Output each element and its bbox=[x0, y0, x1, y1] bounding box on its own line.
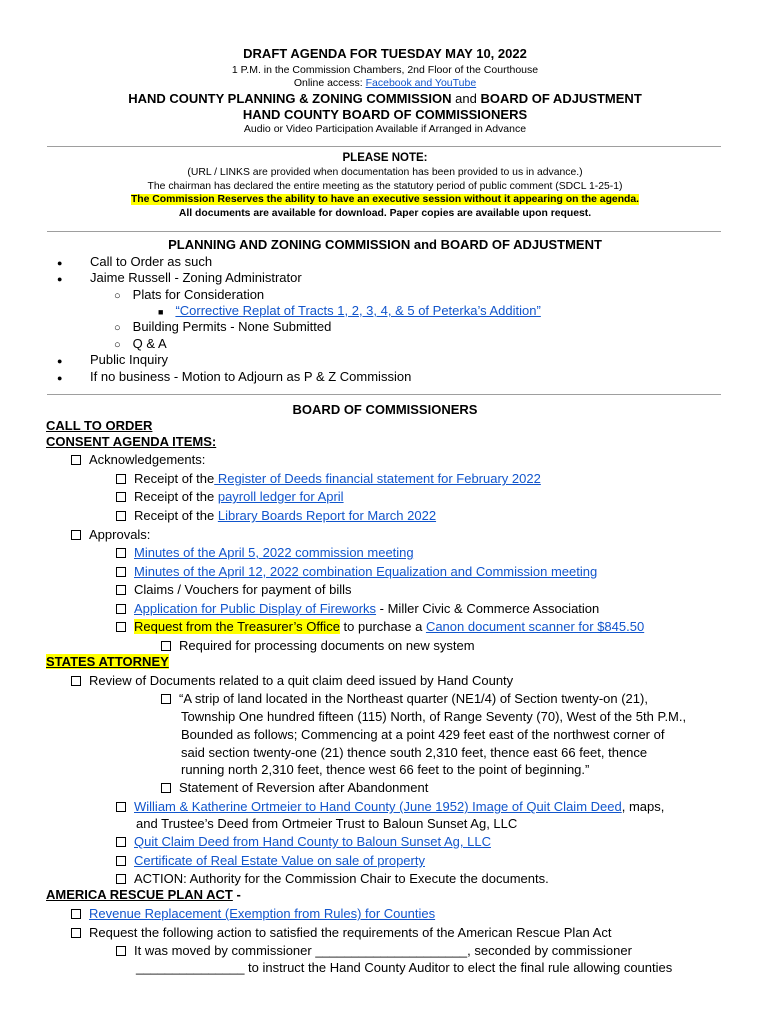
checkbox[interactable] bbox=[116, 802, 126, 812]
treasurer-request-text: Request from the Treasurer’s Office bbox=[134, 619, 340, 634]
acknowledgements-item bbox=[71, 452, 205, 467]
motion-line-2: _______________ to instruct the Hand County Auditor to elect the final rule allowing counties bbox=[136, 960, 673, 975]
certificate-item bbox=[116, 853, 425, 868]
arpa-title: AMERICA RESCUE PLAN ACT bbox=[46, 887, 233, 902]
ortmeier-deed-link[interactable]: William & Katherine Ortmeier to Hand County (June 1952) Image of Quit Claim Deed bbox=[134, 799, 622, 814]
library-report-link[interactable]: Library Boards Report for March 2022 bbox=[217, 508, 437, 523]
action-label: ACTION: Authority for the Commission Chair to Execute the documents. bbox=[134, 871, 549, 886]
org-line-1 bbox=[0, 91, 770, 106]
approvals-item bbox=[71, 527, 150, 542]
online-access bbox=[0, 77, 770, 89]
approval-item bbox=[116, 619, 644, 634]
payroll-ledger-link[interactable]: payroll ledger for April bbox=[217, 489, 344, 504]
checkbox[interactable] bbox=[116, 622, 126, 632]
receipt-item bbox=[116, 471, 541, 486]
bullet-icon: ● bbox=[57, 356, 63, 366]
corrective-replat-link[interactable]: “Corrective Replat of Tracts 1, 2, 3, 4, & 5 of Peterka’s Addition” bbox=[175, 303, 541, 318]
revenue-replacement-link[interactable]: Revenue Replacement (Exemption from Rules) for Counties bbox=[89, 906, 436, 921]
org-boa: BOARD OF ADJUSTMENT bbox=[480, 91, 642, 106]
pz-item-label: Call to Order as such bbox=[90, 254, 213, 269]
reversion-item bbox=[161, 780, 428, 795]
bullet-icon: ● bbox=[57, 373, 63, 383]
online-access-link[interactable]: Facebook and YouTube bbox=[365, 77, 477, 89]
review-label: Review of Documents related to a quit claim deed issued by Hand County bbox=[89, 673, 514, 688]
ortmeier-continuation: and Trustee’s Deed from Ortmeier Trust to Baloun Sunset Ag, LLC bbox=[136, 816, 518, 831]
minutes-april-5-link[interactable]: Minutes of the April 5, 2022 commission meeting bbox=[134, 545, 414, 560]
checkbox[interactable] bbox=[116, 585, 126, 595]
org-and: and bbox=[451, 91, 481, 106]
pz-item-label: Jaime Russell - Zoning Administrator bbox=[90, 270, 302, 285]
square-bullet-icon: ■ bbox=[158, 307, 164, 317]
divider bbox=[47, 394, 721, 395]
checkbox[interactable] bbox=[116, 492, 126, 502]
checkbox[interactable] bbox=[116, 946, 126, 956]
qcd-item bbox=[116, 834, 491, 849]
approval-subitem bbox=[161, 638, 475, 653]
meeting-location: 1 P.M. in the Commission Chambers, 2nd Floor of the Courthouse bbox=[231, 64, 539, 76]
approval-item bbox=[116, 564, 597, 579]
revenue-replacement-item bbox=[71, 906, 435, 921]
approval-item bbox=[116, 545, 414, 560]
divider bbox=[47, 231, 721, 232]
call-to-order-heading: CALL TO ORDER bbox=[46, 418, 153, 433]
pz-item-label: Public Inquiry bbox=[90, 352, 169, 367]
checkbox[interactable] bbox=[71, 455, 81, 465]
arpa-heading bbox=[46, 887, 241, 902]
approvals-label: Approvals: bbox=[89, 527, 151, 542]
checkbox[interactable] bbox=[71, 530, 81, 540]
pz-item-call-to-order bbox=[57, 254, 212, 269]
quit-claim-deed-link[interactable]: Quit Claim Deed from Hand County to Baloun Sunset Ag, LLC bbox=[134, 834, 491, 849]
approval-item bbox=[116, 582, 351, 597]
org-pz: HAND COUNTY PLANNING & ZONING COMMISSION bbox=[128, 91, 452, 106]
legal-desc-line: said section twenty-one (21) thence south 2,310 feet, thence east 66 feet, thence bbox=[181, 745, 648, 760]
pz-subitem-label: Building Permits - None Submitted bbox=[132, 319, 332, 334]
pz-item-public-inquiry bbox=[57, 352, 168, 367]
receipt-prefix: Receipt of the bbox=[134, 471, 215, 486]
scanner-link[interactable]: Canon document scanner for $845.50 bbox=[425, 619, 645, 634]
pz-subitem-qa bbox=[114, 336, 167, 351]
checkbox[interactable] bbox=[71, 676, 81, 686]
review-item bbox=[71, 673, 513, 688]
divider bbox=[47, 146, 721, 147]
claims-label: Claims / Vouchers for payment of bills bbox=[134, 582, 352, 597]
note-line-2: The chairman has declared the entire meeting as the statutory period of public comment (SDCL 1-25-1) bbox=[147, 181, 623, 192]
agenda-title: DRAFT AGENDA FOR TUESDAY MAY 10, 2022 bbox=[243, 46, 527, 61]
checkbox[interactable] bbox=[116, 474, 126, 484]
action-item bbox=[116, 871, 549, 886]
consent-agenda-heading: CONSENT AGENDA ITEMS: bbox=[46, 434, 217, 449]
arpa-request-item bbox=[71, 925, 611, 940]
pz-subitem-label: Q & A bbox=[132, 336, 167, 351]
checkbox[interactable] bbox=[161, 694, 171, 704]
pz-item-adjourn bbox=[57, 369, 411, 384]
acknowledgements-label: Acknowledgements: bbox=[89, 452, 206, 467]
states-attorney-heading bbox=[46, 654, 169, 669]
ortmeier-item bbox=[116, 799, 664, 814]
bullet-icon: ● bbox=[57, 274, 63, 284]
checkbox[interactable] bbox=[116, 567, 126, 577]
note-line-1: (URL / LINKS are provided when documentation has been provided to us in advance.) bbox=[187, 167, 583, 178]
checkbox[interactable] bbox=[161, 641, 171, 651]
checkbox[interactable] bbox=[116, 604, 126, 614]
pz-plat-item bbox=[158, 303, 541, 318]
legal-description-item bbox=[161, 691, 648, 706]
circle-bullet-icon: ○ bbox=[114, 290, 121, 302]
fireworks-application-link[interactable]: Application for Public Display of Fireworks bbox=[134, 601, 377, 616]
legal-desc-line: running north 2,310 feet, thence west 66 feet to the point of beginning.” bbox=[181, 762, 590, 777]
pz-subitem-permits bbox=[114, 319, 331, 334]
circle-bullet-icon: ○ bbox=[114, 339, 121, 351]
receipt-prefix: Receipt of the bbox=[134, 489, 215, 504]
receipt-item bbox=[116, 508, 436, 523]
online-access-label: Online access: bbox=[293, 77, 363, 89]
legal-desc-line: “A strip of land located in the Northeast quarter (NE1/4) of Section twenty-on (21), bbox=[179, 691, 648, 706]
note-line-4: All documents are available for download. Paper copies are available upon request. bbox=[178, 208, 592, 219]
checkbox[interactable] bbox=[116, 837, 126, 847]
required-processing-label: Required for processing documents on new system bbox=[179, 638, 475, 653]
checkbox[interactable] bbox=[116, 548, 126, 558]
approval-item bbox=[116, 601, 599, 616]
pz-item-label: If no business - Motion to Adjourn as P & Z Commission bbox=[90, 369, 412, 384]
circle-bullet-icon: ○ bbox=[114, 322, 121, 334]
checkbox[interactable] bbox=[116, 511, 126, 521]
boc-section-title: BOARD OF COMMISSIONERS bbox=[292, 402, 478, 417]
arpa-dash: - bbox=[232, 887, 241, 902]
pz-subitem-label: Plats for Consideration bbox=[132, 287, 265, 302]
ortmeier-rest: , maps, bbox=[621, 799, 665, 814]
pz-item-zoning-admin bbox=[57, 270, 302, 285]
arpa-request-label: Request the following action to satisfied the requirements of the American Rescue Plan Act bbox=[89, 925, 612, 940]
checkbox[interactable] bbox=[116, 874, 126, 884]
note-line-3-text: The Commission Reserves the ability to have an executive session without it appearing on the agenda. bbox=[130, 194, 640, 205]
reversion-label: Statement of Reversion after Abandonment bbox=[179, 780, 429, 795]
checkbox[interactable] bbox=[71, 909, 81, 919]
note-line-3 bbox=[0, 194, 770, 205]
register-of-deeds-link[interactable]: Register of Deeds financial statement for February 2022 bbox=[214, 471, 541, 486]
checkbox[interactable] bbox=[71, 928, 81, 938]
legal-desc-line: Bounded as follows; Commencing at a point 429 feet east of the northwest corner of bbox=[181, 727, 665, 742]
receipt-item bbox=[116, 489, 344, 504]
participation-note: Audio or Video Participation Available if Arranged in Advance bbox=[243, 123, 527, 135]
org-line-2: HAND COUNTY BOARD OF COMMISSIONERS bbox=[242, 107, 528, 122]
receipt-prefix: Receipt of the bbox=[134, 508, 215, 523]
pz-subitem-plats bbox=[114, 287, 264, 302]
motion-item bbox=[116, 943, 632, 958]
minutes-april-12-link[interactable]: Minutes of the April 12, 2022 combination Equalization and Commission meeting bbox=[134, 564, 598, 579]
checkbox[interactable] bbox=[161, 783, 171, 793]
note-title: PLEASE NOTE: bbox=[342, 152, 428, 164]
bullet-icon: ● bbox=[57, 258, 63, 268]
fireworks-rest: - Miller Civic & Commerce Association bbox=[376, 601, 600, 616]
treasurer-request-mid: to purchase a bbox=[339, 619, 426, 634]
certificate-link[interactable]: Certificate of Real Estate Value on sale of property bbox=[134, 853, 425, 868]
pz-section-title: PLANNING AND ZONING COMMISSION and BOARD OF ADJUSTMENT bbox=[168, 237, 602, 252]
states-attorney-title: STATES ATTORNEY bbox=[46, 654, 169, 669]
motion-line-1: It was moved by commissioner _____________________, seconded by commissioner bbox=[134, 943, 632, 958]
legal-desc-line: Township One hundred fifteen (115) North, of Range Seventy (70), West of the 5th P.M., bbox=[181, 709, 687, 724]
checkbox[interactable] bbox=[116, 856, 126, 866]
